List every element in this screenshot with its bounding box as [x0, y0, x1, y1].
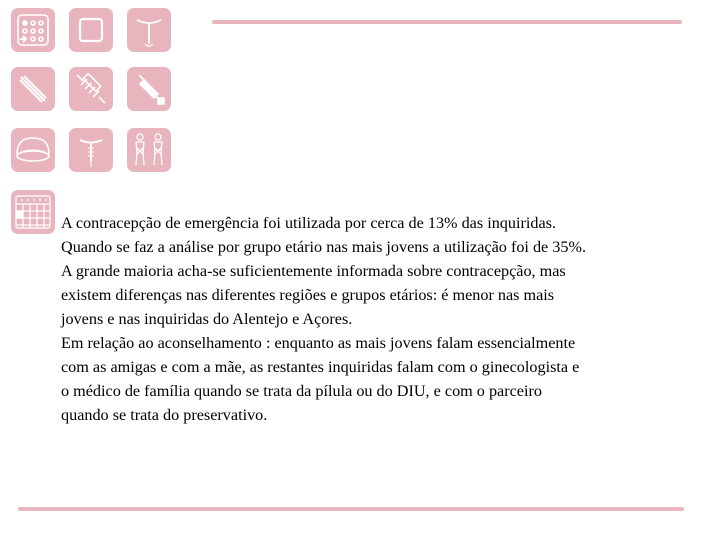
- text-line: Em relação ao aconselhamento : enquanto as mais jovens falam essencialmente: [61, 334, 576, 352]
- diaphragm-icon: [11, 128, 55, 172]
- patch-icon: [69, 8, 113, 52]
- text-line: com as amigas e com a mãe, as restantes inquiridas falam com o ginecologista e: [61, 358, 580, 376]
- pill-pack-icon: [11, 8, 55, 52]
- top-divider: [212, 20, 682, 24]
- vial-icon: [127, 67, 171, 111]
- bottom-divider: [18, 507, 684, 511]
- text-line: o médico de família quando se trata da pílula ou do DIU, e com o parceiro: [61, 382, 542, 400]
- text-line: quando se trata do preservativo.: [61, 406, 268, 424]
- iud-icon: [127, 8, 171, 52]
- body-text: [61, 211, 717, 427]
- calendar-icon: [11, 190, 55, 234]
- sterilization-icon: [127, 128, 171, 172]
- iud-copper-icon: [69, 128, 113, 172]
- syringe-icon: [69, 67, 113, 111]
- ring-icon: [11, 67, 55, 111]
- text-line: A contracepção de emergência foi utilizada por cerca de 13% das inquiridas.: [61, 214, 556, 232]
- text-line: Quando se faz a análise por grupo etário nas mais jovens a utilização foi de 35%.: [61, 238, 587, 256]
- text-line: jovens e nas inquiridas do Alentejo e Açores.: [61, 310, 353, 328]
- text-line: existem diferenças nas diferentes regiões e grupos etários: é menor nas mais: [61, 286, 555, 304]
- text-line: A grande maioria acha-se suficientemente informada sobre contracepção, mas: [61, 262, 566, 280]
